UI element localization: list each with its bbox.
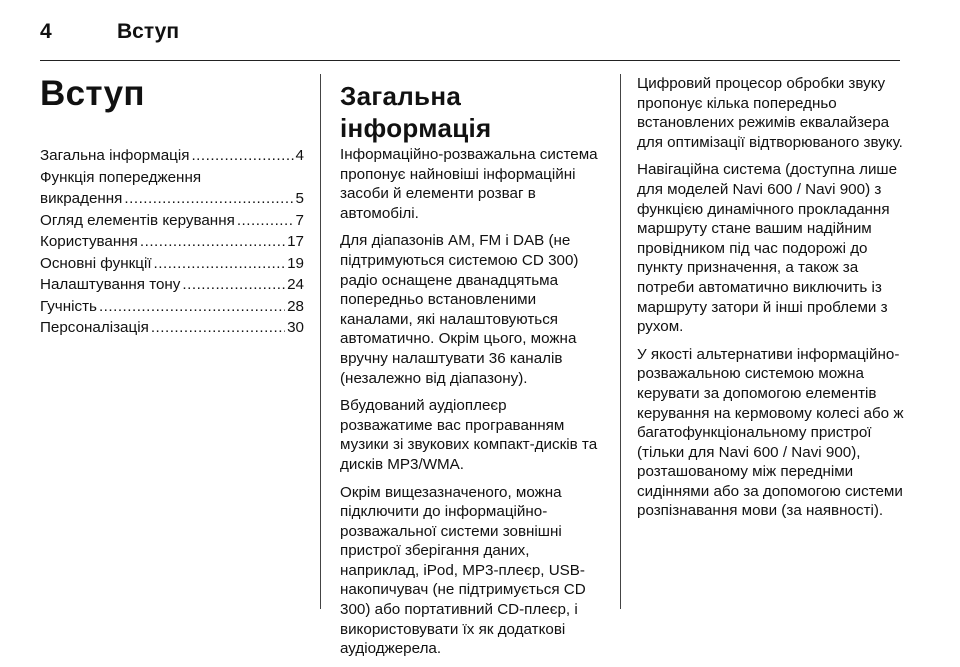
page-number: 4 [40, 20, 52, 43]
body-paragraph: У якості альтернативи інформаційно-розважальною системою можна керувати за допомогою елементів керування на кермовому колесі або ж багатофункціональному пристрої (тільки для Navi 600 / Navi 900), розташованому між передніми сидіннями або за допомогою системи розпізнавання мови (за наявності). [637, 345, 904, 520]
toc-item-label: Користування [40, 233, 138, 250]
header-section-title: Вступ [117, 20, 180, 43]
toc-leader-dots [99, 296, 285, 318]
article-column-2 [637, 74, 907, 529]
toc-item-page: 19 [287, 254, 304, 272]
toc-item[interactable] [40, 253, 304, 275]
body-paragraph: Навігаційна система (доступна лише для моделей Navi 600 / Navi 900) з функцією динамічного прокладання маршруту стане вашим надійним провідником під час подорожі до пункту призначення, а також за потреби автоматично виключить із маршруту затори й інші проблеми з рухом. [637, 161, 898, 336]
body-paragraph: Цифровий процесор обробки звуку пропонує кілька попередньо встановлених режимів еквалайзера для оптимізації відтворюваного звуку. [637, 75, 903, 151]
body-paragraph: Інформаційно-розважальна система пропонує найновіші інформаційні засоби й елементи розваг в автомобілі. [340, 146, 598, 222]
toc-item-page: 4 [295, 147, 304, 164]
body-paragraph: Окрім вищезазначеного, можна підключити до інформаційно-розважальної системи зовнішні пристрої зберігання даних, наприклад, iPod, MP3-плеєр, USB-накопичувач (не підтримується CD 300) або портативний CD-плеєр, і використовувати їх як додаткові аудіоджерела. [340, 483, 586, 658]
toc-leader-dots [124, 188, 293, 210]
toc-item[interactable] [40, 231, 304, 253]
article-column-1 [340, 74, 602, 667]
column-divider [620, 74, 621, 609]
toc-item-label: Огляд елементів керування [40, 211, 235, 229]
body-paragraph: Вбудований аудіоплеєр розважатиме вас програванням музики зі звукових компакт-дисків та дисків MP3/WMA. [340, 397, 598, 473]
toc-leader-dots [151, 317, 285, 339]
table-of-contents [40, 145, 304, 339]
toc-item-label: Гучність [40, 297, 97, 315]
article-heading: Загальна інформація [340, 81, 492, 143]
toc-item-label: Основні функції [40, 254, 152, 272]
toc-heading: Вступ [40, 74, 145, 113]
body-paragraph: Для діапазонів AM, FM і DAB (не підтримуються системою CD 300) радіо оснащене дванадцятьма попередньо встановленими каналами, які налаштовуються автоматично. Окрім цього, можна вручну налаштувати 36 каналів (незалежно від діапазону). [340, 232, 579, 387]
toc-item-page: 17 [287, 233, 304, 250]
toc-item-label: Загальна інформація [40, 147, 190, 164]
toc-item-page: 7 [295, 211, 304, 229]
toc-leader-dots [182, 274, 285, 296]
page-header [40, 14, 900, 61]
toc-item-label-line1: Функція попередження [40, 168, 202, 186]
toc-item-page: 28 [287, 297, 304, 315]
toc-item[interactable] [40, 296, 304, 318]
toc-item-label: викрадення [40, 190, 123, 207]
toc-item-label: Налаштування тону [40, 276, 181, 293]
toc-item[interactable] [40, 317, 304, 339]
toc-item[interactable] [40, 145, 304, 167]
toc-item[interactable] [40, 167, 304, 210]
toc-leader-dots [191, 145, 293, 167]
toc-column [40, 74, 304, 339]
toc-leader-dots [154, 253, 286, 275]
toc-leader-dots [237, 210, 294, 232]
toc-item-page: 24 [287, 276, 304, 293]
toc-item[interactable] [40, 210, 304, 232]
toc-item-page: 30 [287, 319, 304, 336]
toc-item-page: 5 [295, 190, 304, 207]
toc-item[interactable] [40, 274, 304, 296]
toc-leader-dots [140, 231, 285, 253]
toc-item-label: Персоналізація [40, 319, 149, 336]
column-divider [320, 74, 321, 609]
